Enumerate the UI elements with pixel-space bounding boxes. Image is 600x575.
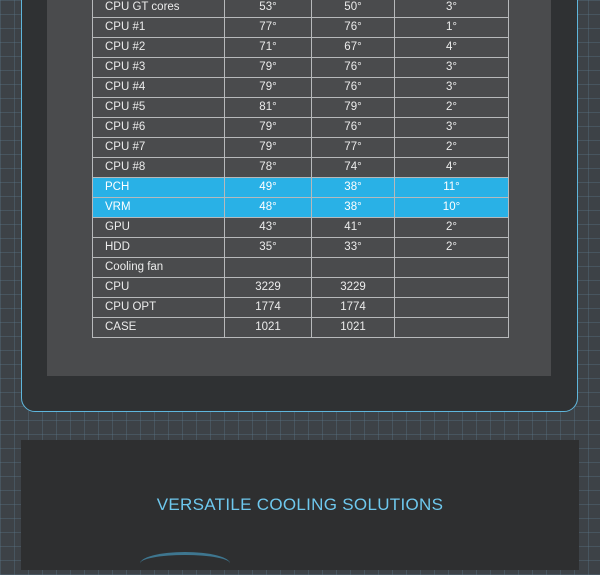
row-label: CPU #2: [93, 38, 225, 58]
value-cell: 79°: [225, 78, 312, 98]
table-row: [93, 118, 509, 138]
value-cell: 76°: [312, 118, 395, 138]
row-label: CASE: [93, 318, 225, 338]
value-cell: 1021: [312, 318, 395, 338]
value-cell: 38°: [312, 198, 395, 218]
value-cell: 43°: [225, 218, 312, 238]
row-label: CPU OPT: [93, 298, 225, 318]
table-row: [93, 58, 509, 78]
value-cell: 1774: [225, 298, 312, 318]
delta-cell: [395, 258, 509, 278]
value-cell: 79°: [312, 98, 395, 118]
row-label: PCH: [93, 178, 225, 198]
value-cell: 79°: [225, 118, 312, 138]
delta-cell: [395, 298, 509, 318]
value-cell: 67°: [312, 38, 395, 58]
delta-cell: 3°: [395, 58, 509, 78]
value-cell: 35°: [225, 238, 312, 258]
delta-cell: 4°: [395, 158, 509, 178]
table-row: [93, 238, 509, 258]
value-cell: 77°: [312, 138, 395, 158]
value-cell: 71°: [225, 38, 312, 58]
row-label: CPU #8: [93, 158, 225, 178]
table-row: [93, 318, 509, 338]
table-row: [93, 198, 509, 218]
delta-cell: 11°: [395, 178, 509, 198]
value-cell: 76°: [312, 78, 395, 98]
table-row: [93, 78, 509, 98]
row-label: CPU #7: [93, 138, 225, 158]
table-row: [93, 0, 509, 18]
value-cell: 76°: [312, 58, 395, 78]
delta-cell: 4°: [395, 38, 509, 58]
value-cell: 79°: [225, 138, 312, 158]
temperature-table-body: [93, 0, 509, 338]
delta-cell: 3°: [395, 78, 509, 98]
cropped-graphic: [140, 552, 230, 575]
value-cell: 76°: [312, 18, 395, 38]
table-row: [93, 98, 509, 118]
row-label: CPU #6: [93, 118, 225, 138]
value-cell: 78°: [225, 158, 312, 178]
table-row: [93, 138, 509, 158]
value-cell: 48°: [225, 198, 312, 218]
row-label: CPU GT cores: [93, 0, 225, 18]
delta-cell: [395, 278, 509, 298]
value-cell: 49°: [225, 178, 312, 198]
row-label: CPU #4: [93, 78, 225, 98]
value-cell: 74°: [312, 158, 395, 178]
delta-cell: [395, 318, 509, 338]
delta-cell: 3°: [395, 118, 509, 138]
delta-cell: 1°: [395, 18, 509, 38]
value-cell: 1021: [225, 318, 312, 338]
value-cell: 38°: [312, 178, 395, 198]
delta-cell: 10°: [395, 198, 509, 218]
table-row: [93, 218, 509, 238]
value-cell: 33°: [312, 238, 395, 258]
row-label: CPU: [93, 278, 225, 298]
value-cell: 53°: [225, 0, 312, 18]
table-row: [93, 158, 509, 178]
delta-cell: 2°: [395, 218, 509, 238]
row-label: HDD: [93, 238, 225, 258]
row-label: CPU #3: [93, 58, 225, 78]
section-title: VERSATILE COOLING SOLUTIONS: [156, 495, 444, 514]
row-label: CPU #5: [93, 98, 225, 118]
row-label: Cooling fan: [93, 258, 225, 278]
value-cell: 81°: [225, 98, 312, 118]
delta-cell: 2°: [395, 238, 509, 258]
value-cell: 50°: [312, 0, 395, 18]
row-label: VRM: [93, 198, 225, 218]
value-cell: 1774: [312, 298, 395, 318]
delta-cell: 2°: [395, 138, 509, 158]
value-cell: [225, 258, 312, 278]
delta-cell: 2°: [395, 98, 509, 118]
value-cell: 41°: [312, 218, 395, 238]
row-label: CPU #1: [93, 18, 225, 38]
delta-cell: 3°: [395, 0, 509, 18]
temperature-table: [92, 0, 509, 338]
value-cell: 77°: [225, 18, 312, 38]
table-row: [93, 178, 509, 198]
value-cell: 79°: [225, 58, 312, 78]
value-cell: 3229: [312, 278, 395, 298]
table-row: [93, 298, 509, 318]
table-row: [93, 18, 509, 38]
row-label: GPU: [93, 218, 225, 238]
value-cell: 3229: [225, 278, 312, 298]
table-row: [93, 278, 509, 298]
table-row: [93, 38, 509, 58]
feature-panel: [21, 440, 579, 570]
value-cell: [312, 258, 395, 278]
table-row: [93, 258, 509, 278]
